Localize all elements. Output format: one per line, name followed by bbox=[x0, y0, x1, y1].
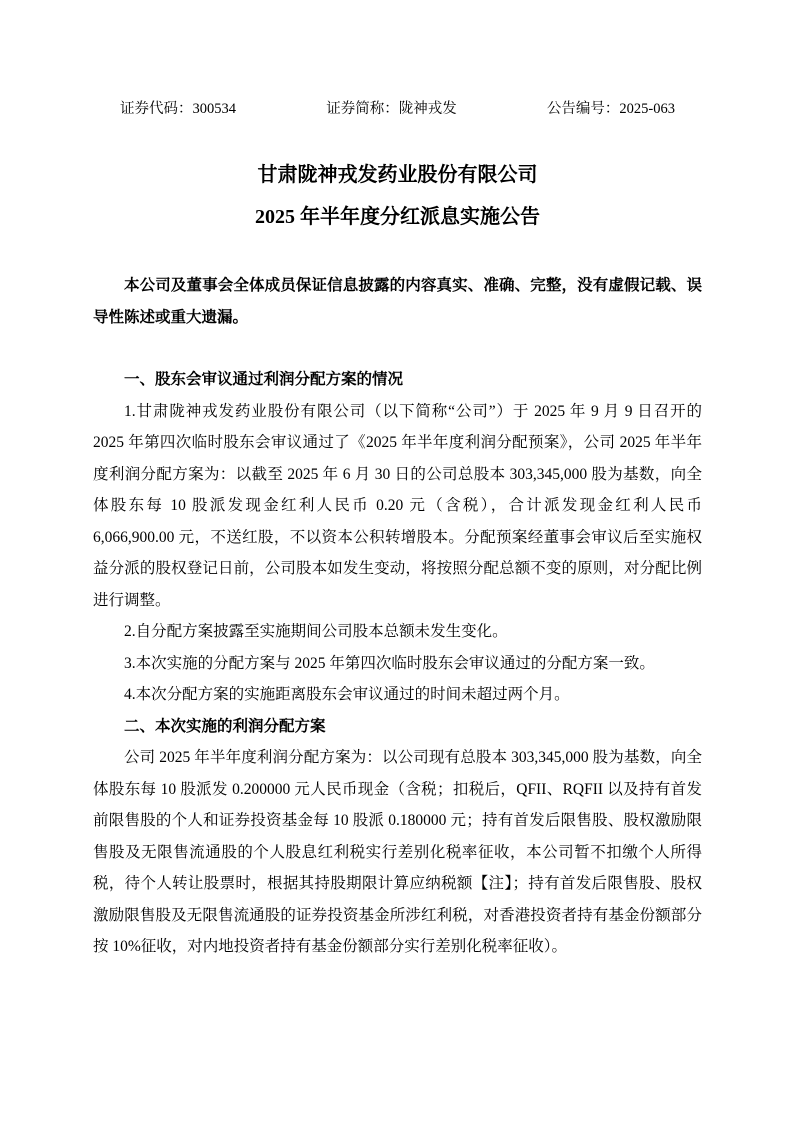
section-1-paragraph-2: 2.自分配方案披露至实施期间公司股本总额未发生变化。 bbox=[124, 623, 508, 640]
stock-code-label: 证券代码：300534 bbox=[120, 101, 236, 117]
announcement-number-label: 公告编号：2025-063 bbox=[546, 101, 675, 117]
section-2-paragraph-1: 公司 2025 年半年度利润分配方案为：以公司现有总股本 303,345,000 股为基数，向全体股东每 10 股派发 0.200000 元人民币现金（含税；扣税后，QFII、RQFII 以及持有首发前限售股的个人和证券投资基金每 10 股派 0.180000 元；持有首发后限售股、股权激励限售股及无限售流通股的个人股息红利税实行差别化税率征收，本公司暂不扣缴个人所得税，待个人转让股票时，根据其持股期限计算应纳税额【注】；持有首发后限售股、股权激励限售股及无限售流通股的证券投资基金所涉红利税，对香港投资者持有基金份额部分按 10%征收，对内地投资者持有基金份额部分实行差别化税率征收）。 bbox=[93, 749, 702, 955]
section-1-paragraph-1: 1.甘肃陇神戎发药业股份有限公司（以下简称“公司”）于 2025 年 9 月 9 日召开的 2025 年第四次临时股东会审议通过了《2025 年半年度利润分配预案》，公司 2025 年半年度利润分配方案为：以截至 2025 年 6 月 30 日的公司总股本 303,345,000 股为基数，向全体股东每 10 股派发现金红利人民币 0.20 元（含税），合计派发现金红利人民币 6,066,900.00 元，不送红股，不以资本公积转增股本。分配预案经董事会审议后至实施权益分派的股权登记日前，公司股本如发生变动，将按照分配总额不变的原则，对分配比例进行调整。 bbox=[93, 402, 702, 609]
section-2-heading: 二、本次实施的利润分配方案 bbox=[124, 717, 326, 735]
section-1-heading: 一、股东会审议通过利润分配方案的情况 bbox=[124, 371, 404, 388]
announcement-title: 2025 年半年度分红派息实施公告 bbox=[255, 206, 540, 228]
disclaimer-statement: 本公司及董事会全体成员保证信息披露的内容真实、准确、完整，没有虚假记载、误导性陈述或重大遗漏。 bbox=[93, 277, 702, 326]
stock-short-name-label: 证券简称：陇神戎发 bbox=[326, 101, 457, 117]
section-1-paragraph-3: 3.本次实施的分配方案与 2025 年第四次临时股东会审议通过的分配方案一致。 bbox=[124, 654, 655, 672]
document-header-row bbox=[93, 100, 702, 118]
section-1-paragraph-4: 4.本次分配方案的实施距离股东会审议通过的时间未超过两个月。 bbox=[124, 686, 570, 703]
company-name-title: 甘肃陇神戎发药业股份有限公司 bbox=[257, 164, 538, 186]
